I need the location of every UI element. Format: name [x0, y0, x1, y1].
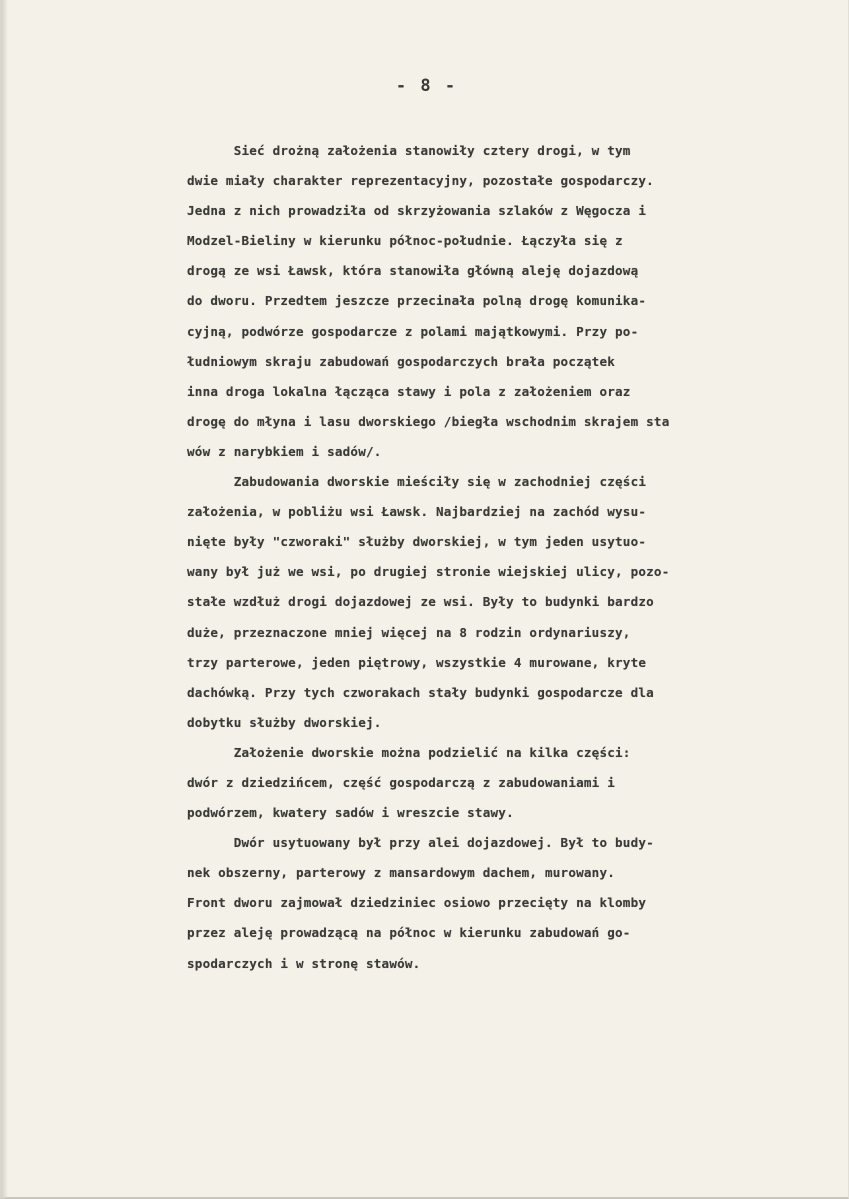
text-line: stałe wzdłuż drogi dojazdowej ze wsi. Były to budynki bardzo: [187, 594, 654, 610]
text-line: przez aleję prowadzącą na północ w kierunku zabudowań go-: [187, 925, 631, 941]
text-line: wów z narybkiem i sadów/.: [187, 443, 382, 459]
text-line: wany był już we wsi, po drugiej stronie wiejskiej ulicy, pozo-: [187, 564, 670, 580]
text-line: Front dworu zajmował dziedziniec osiowo przecięty na klomby: [187, 895, 647, 911]
text-line: Dwór usytuowany był przy alei dojazdowej. Był to budy-: [187, 835, 654, 851]
text-line: nek obszerny, parterowy z mansardowym dachem, murowany.: [187, 865, 616, 881]
text-line: podwórzem, kwatery sadów i wreszcie stawy.: [187, 805, 514, 821]
text-line: Założenie dworskie można podzielić na kilka części:: [187, 744, 631, 760]
text-line: spodarczych i w stronę stawów.: [187, 955, 421, 971]
paragraph-estate-parts: [187, 738, 827, 828]
text-line: inna droga lokalna łącząca stawy i pola z założeniem oraz: [187, 383, 631, 399]
text-line: duże, przeznaczone mniej więcej na 8 rodzin ordynariuszy,: [187, 624, 631, 640]
page-edge-shadow: [2, 0, 8, 1199]
text-line: drogę do młyna i lasu dworskiego /biegła wschodnim skrajem sta: [187, 413, 670, 429]
text-line: trzy parterowe, jeden piętrowy, wszystkie 4 murowane, kryte: [187, 654, 647, 670]
text-line: cyjną, podwórze gospodarcze z polami majątkowymi. Przy po-: [187, 323, 639, 339]
paragraph-road-network: [187, 136, 827, 467]
text-line: dwór z dziedzińcem, część gospodarczą z zabudowaniami i: [187, 774, 616, 790]
text-line: Zabudowania dworskie mieściły się w zachodniej części: [187, 474, 647, 490]
text-line: łudniowym skraju zabudowań gospodarczych brała początek: [187, 353, 616, 369]
text-line: nięte były "czworaki" służby dworskiej, w tym jeden usytuo-: [187, 534, 647, 550]
text-line: Jedna z nich prowadziła od skrzyżowania szlaków z Węgocza i: [187, 203, 647, 219]
text-line: dwie miały charakter reprezentacyjny, pozostałe gospodarczy.: [187, 173, 654, 189]
text-line: drogą ze wsi Ławsk, która stanowiła główną aleję dojazdową: [187, 263, 639, 279]
text-line: Modzel-Bieliny w kierunku północ-południe. Łączyła się z: [187, 233, 623, 249]
text-line: do dworu. Przedtem jeszcze przecinała polną drogę komunika-: [187, 293, 647, 309]
text-line: Sieć drożną założenia stanowiły cztery drogi, w tym: [187, 143, 631, 158]
paragraph-manor-house: [187, 828, 827, 978]
paragraph-manor-buildings: [187, 467, 827, 738]
text-line: dobytku służby dworskiej.: [187, 714, 382, 730]
text-line: założenia, w pobliżu wsi Ławsk. Najbardziej na zachód wysu-: [187, 504, 647, 520]
page-number: - 8 -: [395, 76, 458, 96]
document-body: [187, 136, 827, 979]
text-line: dachówką. Przy tych czworakach stały budynki gospodarcze dla: [187, 684, 654, 700]
